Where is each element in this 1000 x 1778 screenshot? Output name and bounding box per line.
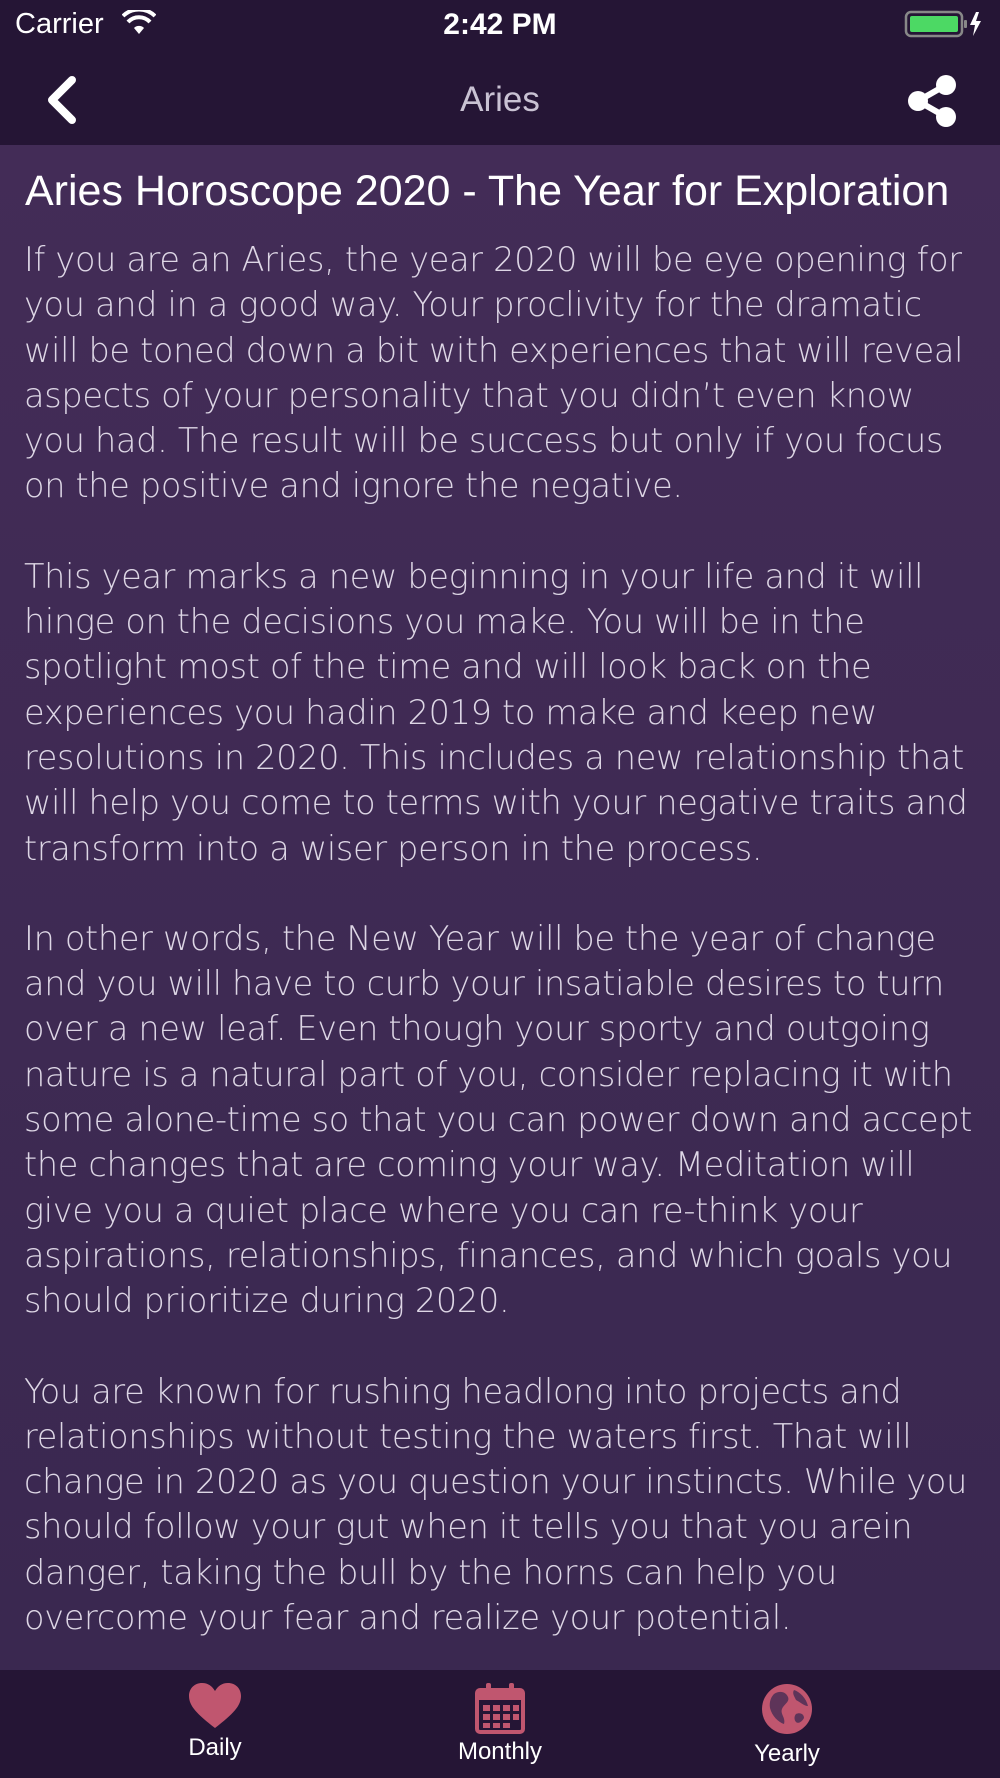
article-paragraph: You are known for rushing headlong into projects and relationships without testing the waters first. That will change in 2020 as you question your instincts. While you should follow your gut when it tells you that you arein danger, taking the bull by the horns can help you overcome your fear and realize your potential.: [24, 1371, 968, 1638]
page-title: Aries: [460, 80, 540, 119]
article-scroll-view[interactable]: [0, 145, 1000, 1670]
share-icon: [904, 74, 960, 128]
article-body: [24, 237, 975, 1640]
battery-charging-icon: [904, 10, 984, 43]
article-headline: Aries Horoscope 2020 - The Year for Exploration: [25, 167, 950, 215]
status-bar: [0, 0, 1000, 50]
status-time: 2:42 PM: [443, 8, 557, 41]
tab-daily[interactable]: [140, 1670, 290, 1778]
tab-label: Daily: [188, 1734, 242, 1761]
tab-label: Monthly: [457, 1738, 543, 1765]
tab-yearly[interactable]: [712, 1670, 862, 1778]
carrier-label: Carrier: [15, 8, 104, 40]
article-paragraph: If you are an Aries, the year 2020 will be eye opening for you and in a good way. Your proclivity for the dramatic will be toned down a bit with experiences that will reveal aspects of your personality that you didn’t even know you had. The result will be success but only if you focus on the positive and ignore the negative.: [24, 240, 964, 506]
tab-bar: [0, 1670, 1000, 1778]
calendar-icon: [474, 1682, 526, 1734]
share-button[interactable]: [904, 74, 960, 128]
article-paragraph: This year marks a new beginning in your life and it will hinge on the decisions you make. You will be in the spotlight most of the time and will look back on the experiences you hadin 2019 to make and keep new resolutions in 2020. This includes a new relationship that will help you come to terms with your negative traits and transform into a wiser person in the process.: [24, 556, 968, 868]
article-paragraph: In other words, the New Year will be the year of change and you will have to curb your insatiable desires to turn over a new leaf. Even though your sporty and outgoing nature is a natural part of you, consider replacing it with some alone-time so that you can power down and accept the changes that are coming your way. Meditation will give you a quiet place where you can re-think your aspirations, relationships, finances, and which goals you should prioritize during 2020.: [24, 918, 973, 1321]
globe-icon: [760, 1682, 814, 1736]
heart-icon: [187, 1682, 243, 1730]
tab-monthly[interactable]: [425, 1670, 575, 1778]
nav-bar: [0, 50, 1000, 145]
tab-label: Yearly: [754, 1740, 820, 1767]
